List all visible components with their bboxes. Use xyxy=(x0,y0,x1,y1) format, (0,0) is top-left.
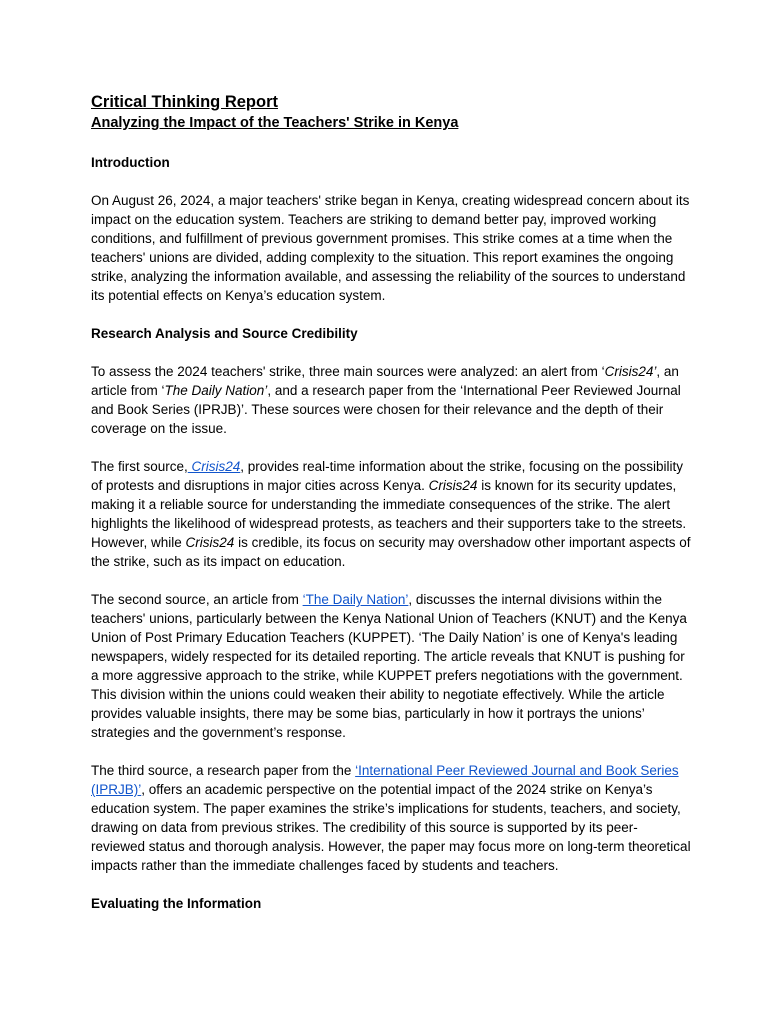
daily-nation-link[interactable]: ‘The Daily Nation’ xyxy=(302,592,409,607)
text-span: To assess the 2024 teachers' strike, three main sources were analyzed: an alert from ‘ xyxy=(91,364,605,379)
iprjb-link[interactable]: ‘International Peer Reviewed Journal and Book Series (IPRJB)’ xyxy=(91,763,679,797)
crisis24-italic: Crisis24’ xyxy=(604,364,657,379)
research-paragraph-3 xyxy=(91,590,691,742)
text-span: The third source, a research paper from the xyxy=(91,763,356,778)
text-span: The first source, xyxy=(91,459,188,474)
evaluating-heading: Evaluating the Information xyxy=(91,896,262,911)
text-span: , and a research paper from the ‘International Peer Reviewed Journal and Book Series (IPRJB)’. These sources were chosen for their relevance and the depth of their coverage on the issue. xyxy=(91,383,681,436)
report-subtitle: Analyzing the Impact of the Teachers' Strike in Kenya xyxy=(91,115,459,131)
text-span: is known for its security updates, making it a reliable source for understanding the immediate consequences of the strike. The alert highlights the likelihood of widespread protests, as teachers and their supporters take to the streets. However, while xyxy=(91,478,687,550)
crisis24-link[interactable]: Crisis24 xyxy=(187,459,241,474)
research-paragraph-2 xyxy=(91,457,691,571)
text-span: , provides real-time information about the strike, focusing on the possibility of protests and disruptions in major cities across Kenya. xyxy=(91,459,684,493)
text-span: , an article from ‘ xyxy=(91,364,679,398)
text-span: , discusses the internal divisions within the teachers' unions, particularly between the Kenya National Union of Teachers (KNUT) and the Kenya Union of Post Primary Education Teachers (KUPPET). ‘The Daily Nation’ is one of Kenya's leading newspapers, widely respected for its detailed reporting. The article reveals that KNUT is pushing for a more aggressive approach to the strike, while KUPPET prefers negotiations with the government. This division within the unions could weaken their ability to negotiate effectively. While the article provides valuable insights, there may be some bias, particularly in how it portrays the unions’ strategies and the government’s response. xyxy=(91,592,687,740)
document-page xyxy=(91,93,691,913)
research-paragraph-1 xyxy=(91,362,691,438)
text-span: is credible, its focus on security may overshadow other important aspects of the strike, such as its impact on education. xyxy=(91,535,691,569)
research-heading: Research Analysis and Source Credibility xyxy=(91,326,358,341)
crisis24-italic: Crisis24 xyxy=(428,478,478,493)
introduction-heading: Introduction xyxy=(91,155,170,170)
text-span: The second source, an article from xyxy=(91,592,303,607)
report-title: Critical Thinking Report xyxy=(91,93,279,111)
introduction-paragraph: On August 26, 2024, a major teachers' strike began in Kenya, creating widespread concern about its impact on the education system. Teachers are striking to demand better pay, improved working conditions, and fulfillment of previous government promises. This strike comes at a time when the teachers' unions are divided, adding complexity to the situation. This report examines the ongoing strike, analyzing the information available, and assessing the reliability of the sources to understand its potential effects on Kenya’s education system. xyxy=(91,193,690,303)
research-paragraph-4 xyxy=(91,761,691,875)
crisis24-italic: Crisis24 xyxy=(185,535,235,550)
daily-nation-italic: The Daily Nation’ xyxy=(164,383,268,398)
text-span: , offers an academic perspective on the potential impact of the 2024 strike on Kenya’s education system. The paper examines the strike’s implications for students, teachers, and society, drawing on data from previous strikes. The credibility of this source is supported by its peer-reviewed status and thorough analysis. However, the paper may focus more on long-term theoretical impacts rather than the immediate challenges faced by students and teachers. xyxy=(91,782,691,873)
